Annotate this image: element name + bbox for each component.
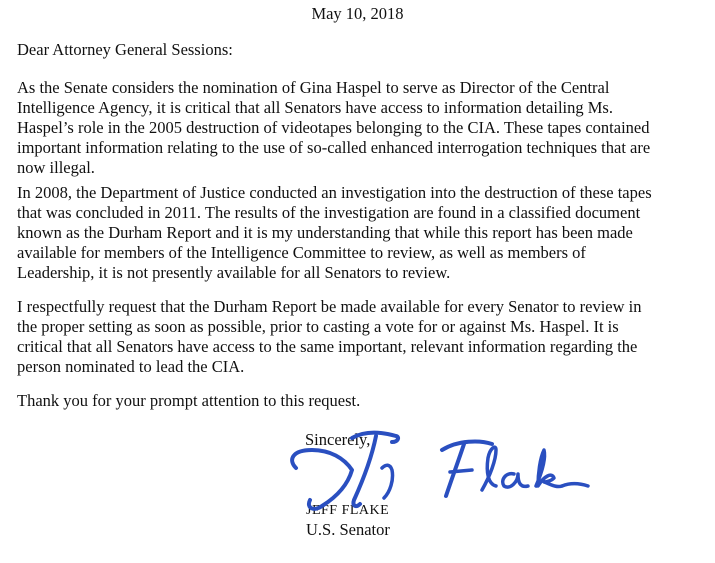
signature-stroke: [450, 470, 472, 472]
signature-image: [282, 424, 592, 516]
paragraph-line: Leadership, it is not presently available for all Senators to review.: [17, 263, 451, 282]
closing: Sincerely,: [305, 430, 371, 449]
signature-stroke: [482, 447, 496, 490]
signature-stroke: [536, 450, 562, 487]
paragraph-line: now illegal.: [17, 158, 95, 177]
signer-name: JEFF FLAKE: [306, 503, 390, 518]
signature-stroke: [442, 442, 492, 450]
signer-title: U.S. Senator: [306, 520, 390, 539]
salutation: Dear Attorney General Sessions:: [17, 40, 233, 59]
signature-stroke: [503, 474, 528, 487]
paragraph-3: [17, 297, 707, 377]
paragraph-line: the proper setting as soon as possible, prior to casting a vote for or against Ms. Haspel. It is: [17, 317, 619, 336]
signature-stroke: [562, 484, 588, 486]
paragraph-line: important information relating to the use of so-called enhanced interrogation techniques that are: [17, 138, 651, 157]
paragraph-line: critical that all Senators have access to the same important, relevant information regarding the: [17, 337, 638, 356]
paragraph-line: person nominated to lead the CIA.: [17, 357, 245, 376]
paragraph-1: [17, 78, 707, 178]
signature-stroke: [292, 450, 352, 509]
paragraph-4: [17, 391, 707, 411]
paragraph-line: available for members of the Intelligence Committee to review, as well as members of: [17, 243, 586, 262]
signature-stroke: [353, 436, 376, 506]
paragraph-line: Intelligence Agency, it is critical that all Senators have access to information detailing Ms.: [17, 98, 613, 117]
paragraph-line: I respectfully request that the Durham Report be made available for every Senator to review in: [17, 297, 642, 316]
paragraph-2: [17, 183, 707, 283]
paragraph-line: known as the Durham Report and it is my understanding that while this report has been made: [17, 223, 633, 242]
paragraph-line: As the Senate considers the nomination of Gina Haspel to serve as Director of the Central: [17, 78, 610, 97]
paragraph-line: Thank you for your prompt attention to this request.: [17, 391, 361, 410]
signature-stroke: [382, 465, 393, 498]
letter-date: May 10, 2018: [311, 4, 404, 23]
paragraph-line: In 2008, the Department of Justice conducted an investigation into the destruction of these tapes: [17, 183, 652, 202]
paragraph-line: that was concluded in 2011. The results of the investigation are found in a classified document: [17, 203, 641, 222]
paragraph-line: Haspel’s role in the 2005 destruction of videotapes belonging to the CIA. These tapes contained: [17, 118, 650, 137]
